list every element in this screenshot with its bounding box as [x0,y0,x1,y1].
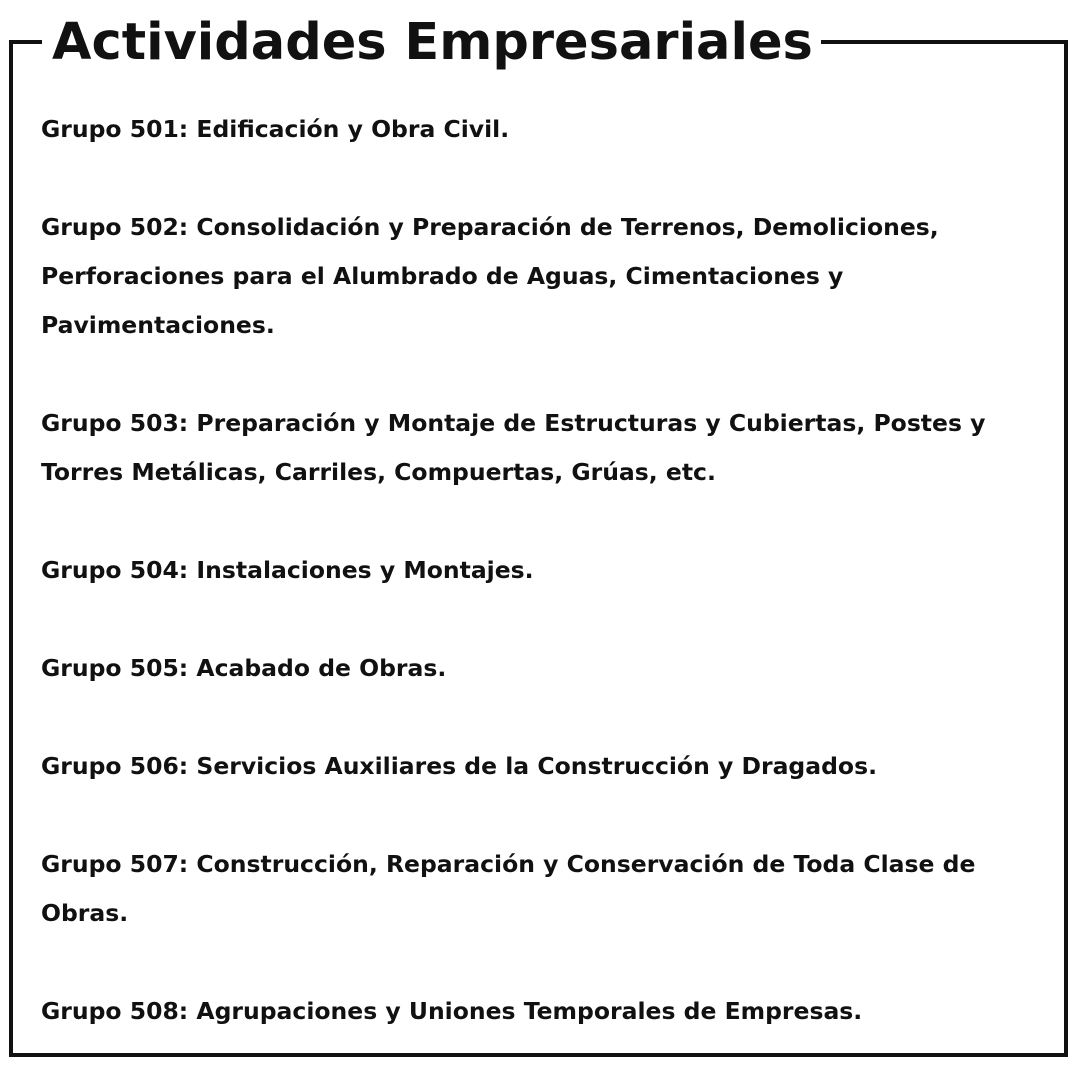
group-item-502: Grupo 502: Consolidación y Preparación de Terrenos, Demoliciones, Perforaciones para el Alumbrado de Aguas, Cimentaciones y Pavimentaciones. [41,213,939,339]
group-item-503: Grupo 503: Preparación y Montaje de Estructuras y Cubiertas, Postes y Torres Metálicas, Carriles, Compuertas, Grúas, etc. [41,409,986,486]
page-title: Actividades Empresariales [42,12,821,74]
group-item-506: Grupo 506: Servicios Auxiliares de la Construcción y Dragados. [41,752,877,780]
group-item-504: Grupo 504: Instalaciones y Montajes. [41,556,534,584]
group-item-507: Grupo 507: Construcción, Reparación y Conservación de Toda Clase de Obras. [41,850,976,927]
group-item-508: Grupo 508: Agrupaciones y Uniones Temporales de Empresas. [41,997,863,1025]
group-item-505: Grupo 505: Acabado de Obras. [41,654,447,682]
group-item-501: Grupo 501: Edificación y Obra Civil. [41,115,510,143]
